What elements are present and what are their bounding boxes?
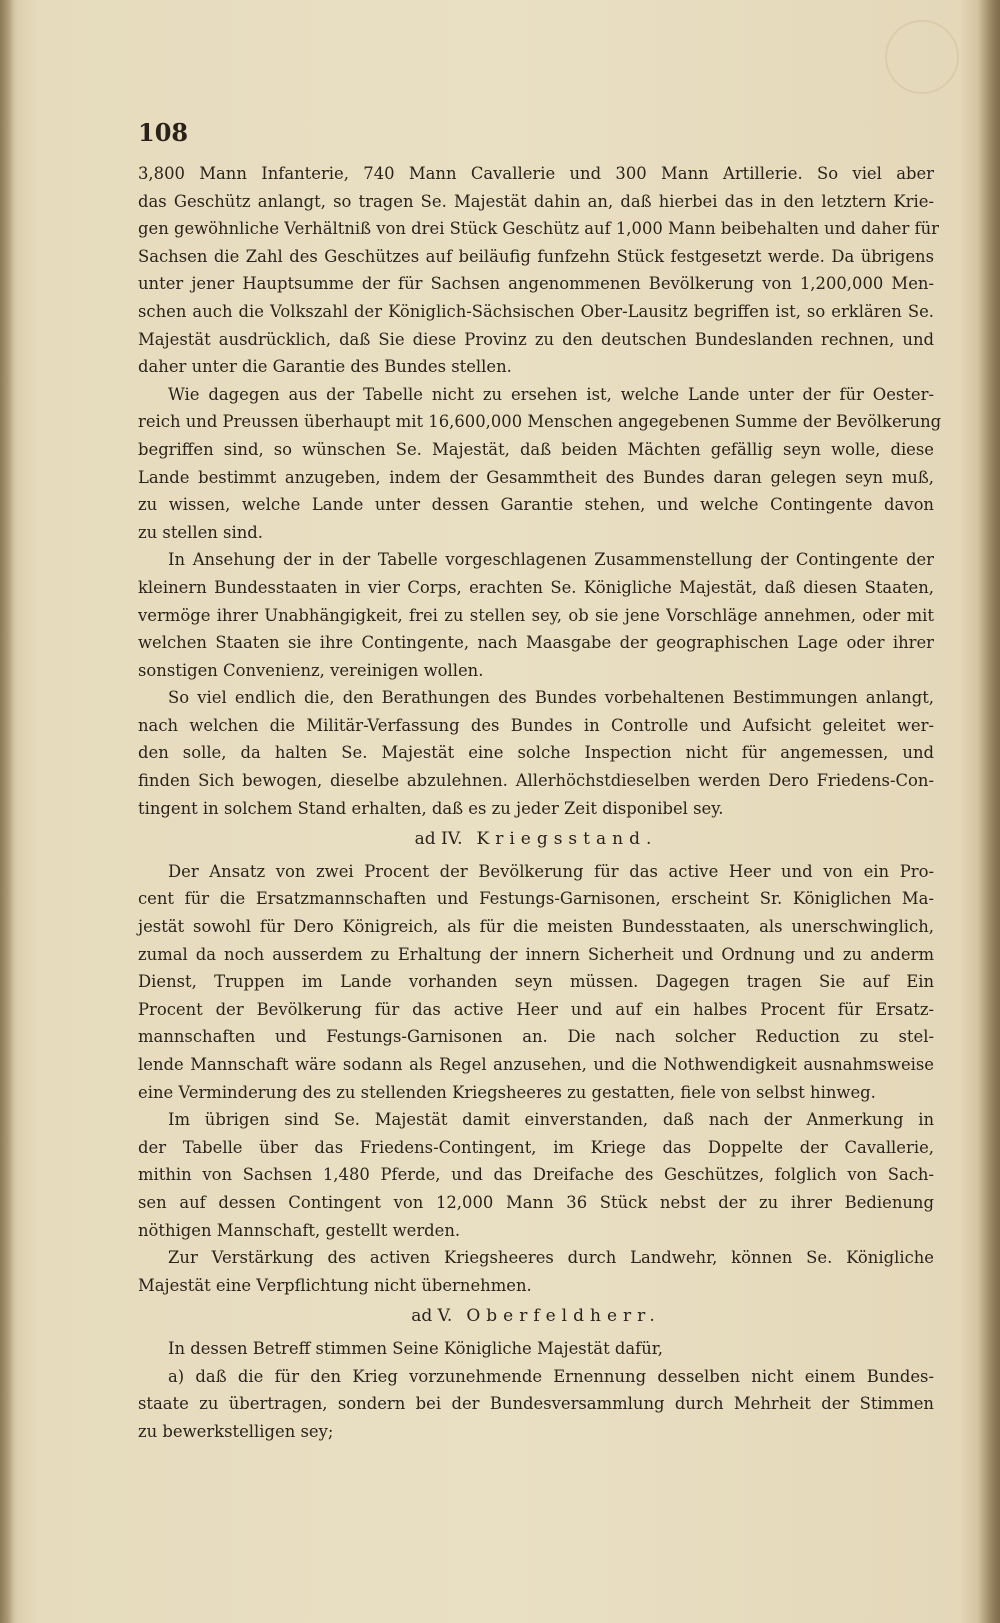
- text-line: lende Mannschaft wäre sodann als Regel anzusehen, und die Nothwendigkeit ausnahmsweise: [138, 1055, 934, 1074]
- text-line: schen auch die Volkszahl der Königlich-Sächsischen Ober-Lausitz begriffen ist, so erklären Se.: [138, 301, 934, 321]
- text-line: mithin von Sachsen 1,480 Pferde, und das Dreifache des Geschützes, folglich von Sach-: [138, 1165, 934, 1185]
- text-line: Lande bestimmt anzugeben, indem der Gesammtheit des Bundes daran gelegen seyn muß,: [138, 467, 934, 487]
- text-line: reich und Preussen überhaupt mit 16,600,000 Menschen angegebenen Summe der Bevölkerung: [138, 412, 942, 432]
- text-line: tingent in solchem Stand erhalten, daß es zu jeder Zeit disponibel sey.: [138, 798, 724, 818]
- page-number: 108: [138, 118, 189, 147]
- section-heading-iv: [138, 826, 934, 854]
- binding-shadow: [0, 0, 14, 1623]
- text-line: vermöge ihrer Unabhängigkeit, frei zu stellen sey, ob sie jene Vorschläge annehmen, oder mit: [138, 605, 934, 625]
- page-edge: [978, 0, 1000, 1623]
- text-line: Der Ansatz von zwei Procent der Bevölkerung für das active Heer und von ein Pro-: [168, 861, 934, 881]
- text-line: Procent der Bevölkerung für das active Heer und auf ein halbes Procent für Ersatz-: [138, 999, 934, 1019]
- text-line: zumal da noch ausserdem zu Erhaltung der innern Sicherheit und Ordnung und zu anderm: [138, 944, 934, 964]
- text-line: zu stellen sind.: [138, 522, 263, 542]
- body-text: [138, 160, 942, 1445]
- text-line: sen auf dessen Contingent von 12,000 Mann 36 Stück nebst der zu ihrer Bedienung: [138, 1192, 934, 1212]
- text-line: Sachsen die Zahl des Geschützes auf beiläufig funfzehn Stück festgesetzt werde. Da übrigens: [138, 246, 934, 266]
- text-line: welchen Staaten sie ihre Contingente, nach Maasgabe der geographischen Lage oder ihrer: [138, 633, 934, 653]
- text-line: a) daß die für den Krieg vorzunehmende Ernennung desselben nicht einem Bundes-: [168, 1366, 934, 1386]
- text-line: sonstigen Convenienz, vereinigen wollen.: [138, 660, 484, 680]
- text-line: Dienst, Truppen im Lande vorhanden seyn müssen. Dagegen tragen Sie auf Ein: [138, 972, 934, 992]
- text-line: unter jener Hauptsumme der für Sachsen angenommenen Bevölkerung von 1,200,000 Men-: [138, 274, 934, 294]
- section-title: Kriegsstand.: [476, 829, 658, 850]
- section-title: Oberfeldherr.: [466, 1306, 661, 1327]
- text-line: So viel endlich die, den Berathungen des Bundes vorbehaltenen Bestimmungen anlangt,: [168, 688, 934, 708]
- section-heading-v: [138, 1303, 934, 1331]
- text-line: das Geschütz anlangt, so tragen Se. Majestät dahin an, daß hierbei das in den letztern Krie-: [138, 191, 934, 211]
- paragraph-9: [138, 1363, 934, 1446]
- paragraph-3: [138, 546, 934, 684]
- text-line: 3,800 Mann Infanterie, 740 Mann Cavallerie und 300 Mann Artillerie. So viel aber: [138, 164, 934, 183]
- text-line: mannschaften und Festungs-Garnisonen an. Die nach solcher Reduction zu stel-: [138, 1027, 934, 1047]
- paragraph-1: [138, 160, 939, 381]
- text-line: gen gewöhnliche Verhältniß von drei Stück Geschütz auf 1,000 Mann beibehalten und daher für: [138, 219, 939, 239]
- text-line: finden Sich bewogen, dieselbe abzulehnen. Allerhöchstdieselben werden Dero Friedens-Con-: [138, 771, 934, 791]
- text-line: kleinern Bundesstaaten in vier Corps, erachten Se. Königliche Majestät, daß diesen Staaten,: [138, 577, 934, 597]
- paragraph-5: [138, 858, 934, 1106]
- paragraph-6: [138, 1106, 934, 1244]
- text-line: eine Verminderung des zu stellenden Kriegsheeres zu gestatten, fiele von selbst hinweg.: [138, 1082, 876, 1102]
- text-line: staate zu übertragen, sondern bei der Bundesversammlung durch Mehrheit der Stimmen: [138, 1394, 934, 1414]
- text-line: jestät sowohl für Dero Königreich, als für die meisten Bundesstaaten, als unerschwinglich,: [138, 917, 934, 937]
- text-line: Im übrigen sind Se. Majestät damit einverstanden, daß nach der Anmerkung in: [168, 1110, 934, 1130]
- text-line: Majestät ausdrücklich, daß Sie diese Provinz zu den deutschen Bundeslanden rechnen, und: [138, 329, 934, 349]
- paragraph-8: [138, 1335, 934, 1363]
- text-line: cent für die Ersatzmannschaften und Festungs-Garnisonen, erscheint Sr. Königlichen Ma-: [138, 889, 934, 909]
- text-line: nöthigen Mannschaft, gestellt werden.: [138, 1220, 461, 1240]
- text-line: zu wissen, welche Lande unter dessen Garantie stehen, und welche Contingente davon: [138, 495, 934, 515]
- paragraph-7: [138, 1244, 934, 1299]
- text-line: In dessen Betreff stimmen Seine Königliche Majestät dafür,: [168, 1338, 663, 1358]
- library-stamp: [885, 20, 959, 94]
- section-number: ad V.: [411, 1306, 453, 1327]
- text-line: den solle, da halten Se. Majestät eine solche Inspection nicht für angemessen, und: [138, 743, 934, 763]
- text-line: zu bewerkstelligen sey;: [138, 1421, 334, 1441]
- text-line: Majestät eine Verpflichtung nicht übernehmen.: [138, 1275, 532, 1295]
- text-line: daher unter die Garantie des Bundes stellen.: [138, 357, 512, 377]
- text-line: In Ansehung der in der Tabelle vorgeschlagenen Zusammenstellung der Contingente der: [168, 550, 934, 570]
- text-line: der Tabelle über das Friedens-Contingent, im Kriege das Doppelte der Cavallerie,: [138, 1137, 934, 1157]
- section-number: ad IV.: [414, 829, 463, 850]
- text-line: nach welchen die Militär-Verfassung des Bundes in Controlle und Aufsicht geleitet wer-: [138, 715, 934, 735]
- paragraph-4: [138, 684, 934, 822]
- text-line: begriffen sind, so wünschen Se. Majestät, daß beiden Mächten gefällig seyn wolle, diese: [138, 439, 934, 459]
- text-line: Zur Verstärkung des activen Kriegsheeres durch Landwehr, können Se. Königliche: [168, 1248, 934, 1268]
- text-line: Wie dagegen aus der Tabelle nicht zu ersehen ist, welche Lande unter der für Oester-: [168, 384, 934, 404]
- paragraph-2: [138, 381, 942, 547]
